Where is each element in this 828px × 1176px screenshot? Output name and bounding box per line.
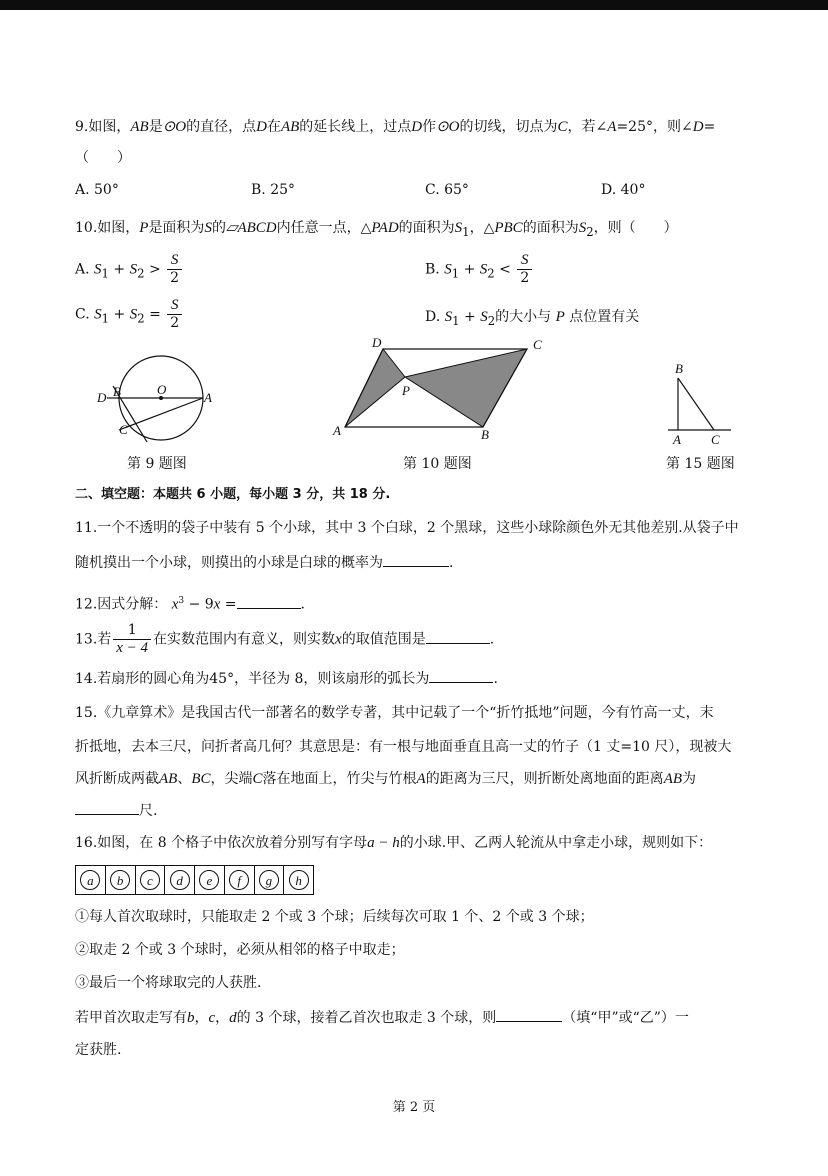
q15-line3: 风折断成两截AB、BC，尖端C落在地面上，竹尖与竹根A的距离为三尺，则折断处离地面的距离AB为 — [75, 771, 697, 787]
ball-d: d — [170, 870, 190, 890]
ball-e: e — [199, 870, 219, 890]
q9-option-b: B. 25° — [251, 182, 296, 198]
fig10-label-c: C — [533, 337, 542, 352]
q15-line2: 折抵地，去本三尺，问折者高几何？其意思是：有一根与地面垂直且高一丈的竹子（1 丈=10 尺），现被大 — [75, 739, 732, 755]
grid-cell — [255, 866, 285, 894]
page-number: 第 2 页 — [392, 1100, 436, 1115]
fig15-label-c: C — [711, 432, 720, 447]
q16-grid — [75, 865, 314, 895]
q16-answer-blank — [496, 1007, 562, 1022]
q12: 12.因式分解： $x^3 - 9x$ = . — [75, 591, 305, 615]
fig9-label-c: C — [119, 422, 128, 437]
figure-9 — [95, 350, 220, 450]
fig10-caption: 第 10 题图 — [403, 456, 472, 472]
section-2-heading: 二、填空题：本题共 6 小题，每小题 3 分，共 18 分. — [75, 487, 391, 502]
fig10-label-p: P — [402, 383, 410, 398]
q10-stem: 10.如图，P是面积为S的▱ABCD内任意一点，△PAD的面积为$S_1$，△PBC的面积为$S_2$，则（ ） — [75, 220, 678, 239]
q9-option-a: A. 50° — [75, 182, 119, 198]
q9-option-d: D. 40° — [601, 182, 646, 198]
grid-cell — [225, 866, 255, 894]
q16-rule2: ②取走 2 个或 3 个球时，必须从相邻的格子中取走； — [75, 942, 405, 958]
fig15-label-b: B — [675, 361, 683, 376]
ball-h: h — [289, 870, 309, 890]
fig10-label-a: A — [333, 423, 341, 438]
q9-stem: 9.如图，AB是⊙O的直径，点D在AB的延长线上，过点D作⊙O的切线，切点为C，若∠A=25°，则∠D= — [75, 119, 716, 135]
ball-g: g — [259, 870, 279, 890]
q16-question: 若甲首次取走写有b，c，d的 3 个球，接着乙首次也取走 3 个球，则 （填“甲”或“乙”）一 — [75, 1007, 689, 1028]
fig9-label-d: D — [97, 390, 107, 405]
fig9-label-a: A — [204, 390, 212, 405]
q16-question-cont: 定获胜. — [75, 1042, 122, 1058]
figure-15 — [665, 360, 735, 450]
grid-cell — [165, 866, 195, 894]
q11-line1: 11.一个不透明的袋子中装有 5 个小球，其中 3 个白球，2 个黑球，这些小球除颜色外无其他差别.从袋子中 — [75, 520, 739, 536]
q16-rule3: ③最后一个将球取完的人获胜. — [75, 975, 262, 991]
q10-option-d: D. $S_1 + S_2$的大小与 P 点位置有关 — [425, 309, 640, 328]
grid-cell — [136, 866, 166, 894]
grid-cell — [76, 866, 106, 894]
fig15-label-a: A — [673, 432, 681, 447]
q9-paren: （ ） — [75, 150, 131, 166]
q15-line1: 15.《九章算术》是我国古代一部著名的数学专著，其中记载了一个“折竹抵地”问题，今有竹高一丈，末 — [75, 705, 714, 721]
q13: 13.若 $\frac{1}{x - 4}$ 在实数范围内有意义，则实数x的取值范围是 . — [75, 622, 495, 656]
ball-b: b — [110, 870, 130, 890]
fig9-caption: 第 9 题图 — [127, 456, 187, 472]
ball-a: a — [80, 870, 100, 890]
q12-answer-blank — [237, 594, 301, 609]
fig10-label-d: D — [372, 335, 382, 350]
figure-10 — [330, 335, 550, 445]
q14: 14.若扇形的圆心角为45°，半径为 8，则该扇形的弧长为 . — [75, 668, 498, 689]
ball-c: c — [140, 870, 160, 890]
q11-answer-blank — [383, 552, 449, 567]
q10-option-c: C. $S_1 + S_2$ = $\frac{S}{2}$ — [75, 297, 184, 332]
grid-cell — [106, 866, 136, 894]
fig9-label-b: B — [113, 384, 121, 399]
q15-answer-blank — [75, 800, 139, 815]
q16-rule1: ①每人首次取球时，只能取走 2 个或 3 个球；后续每次可取 1 个、2 个或 3 个球； — [75, 909, 594, 925]
q16-line1: 16.如图，在 8 个格子中依次放着分别写有字母a − h的小球.甲、乙两人轮流从中拿走小球，规则如下： — [75, 835, 713, 851]
q15-line4: 尺. — [75, 800, 157, 821]
q10-option-a: A. $S_1 + S_2$ > $\frac{S}{2}$ — [75, 252, 184, 287]
q10-option-b: B. $S_1 + S_2$ < $\frac{S}{2}$ — [425, 252, 534, 287]
fig10-label-b: B — [481, 427, 489, 442]
q9-option-c: C. 65° — [425, 182, 469, 198]
ball-f: f — [229, 870, 249, 890]
top-border — [0, 0, 828, 10]
fig15-caption: 第 15 题图 — [666, 456, 735, 472]
q14-answer-blank — [429, 668, 493, 683]
q13-answer-blank — [426, 629, 490, 644]
grid-cell — [195, 866, 225, 894]
q11-line2: 随机摸出一个小球，则摸出的小球是白球的概率为 . — [75, 552, 453, 573]
grid-cell — [284, 866, 313, 894]
fig9-label-o: O — [157, 382, 167, 397]
